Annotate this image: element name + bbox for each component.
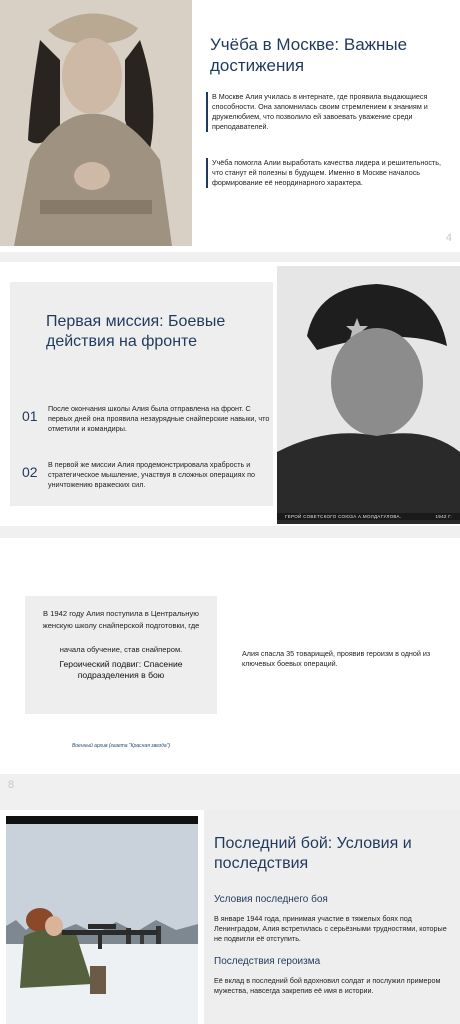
section-heading: Условия последнего боя — [214, 894, 328, 905]
slide-title: Последний бой: Условия и последствия — [214, 835, 412, 872]
card-text: В 1942 году Алия поступила в Центральную женскую школу снайперской подготовки, где — [42, 609, 200, 630]
page-gap — [0, 774, 460, 810]
item-number: 02 — [22, 464, 38, 480]
item-text: В первой же миссии Алия продемонстрировала храбрость и стратегическое мышление, участвуя в сложных операциях по уничтожению вражеских сил. — [48, 460, 255, 489]
slide-8 — [0, 810, 460, 1024]
right-text: Алия спасла 35 товарищей, проявив героизм в одной из ключевых боевых операций. — [242, 649, 431, 668]
text-card — [25, 596, 217, 749]
section-heading: Последствия героизма — [214, 956, 321, 967]
page-number: 8 — [8, 779, 15, 791]
card-heading: Героический подвиг: Спасение подразделения в бою — [59, 659, 183, 680]
sniper-photo — [6, 816, 198, 1024]
item-text: После окончания школы Алия была отправлена на фронт. С первых дней она проявила незаурядные снайперские навыки, что отметили и командиры. — [48, 404, 270, 433]
card-text: начала обучение, став снайпером. — [59, 645, 183, 654]
text-card — [10, 282, 273, 506]
portrait-photo-uniform — [0, 0, 192, 246]
paragraph: Учёба помогла Алии выработать качества лидера и решительность, что станут ей полезны в будущем. Именно в Москве началось формирование её неординарного характера. — [206, 158, 452, 188]
paragraph: Её вклад в последний бой вдохновил солдат и послужил примером мужества, навсегда закрепив её имя в истории. — [214, 976, 441, 995]
portrait-photo-bw — [277, 266, 460, 524]
slide-title: Учёба в Москве: Важные достижения — [210, 35, 408, 75]
slide-title: Первая миссия: Боевые действия на фронте — [46, 313, 226, 350]
text-panel — [196, 0, 460, 252]
page-number: 4 — [445, 232, 452, 244]
item-number: 01 — [22, 408, 38, 424]
text-panel — [204, 810, 460, 1024]
slide-4 — [0, 0, 460, 252]
source-note: Военный архив (газета "Красная звезда") — [71, 743, 171, 749]
paragraph: В январе 1944 года, принимая участие в тяжелых боях под Ленинградом, Алия встретилась с серьёзными трудностями, которые не подвигли её отступить. — [214, 914, 447, 943]
slide-6 — [0, 538, 460, 774]
slide-5 — [0, 262, 460, 526]
photo-caption: ГЕРОЙ СОВЕТСКОГО СОЮЗА А.МОЛДАГУЛОВА. 1942 Г. — [277, 513, 460, 520]
paragraph: В Москве Алия училась в интернате, где проявила выдающиеся способности. Она запомнилась своим стремлением к знаниям и дружелюбием, что позволило ей завоевать уважение среди преподавателей. — [206, 92, 452, 132]
